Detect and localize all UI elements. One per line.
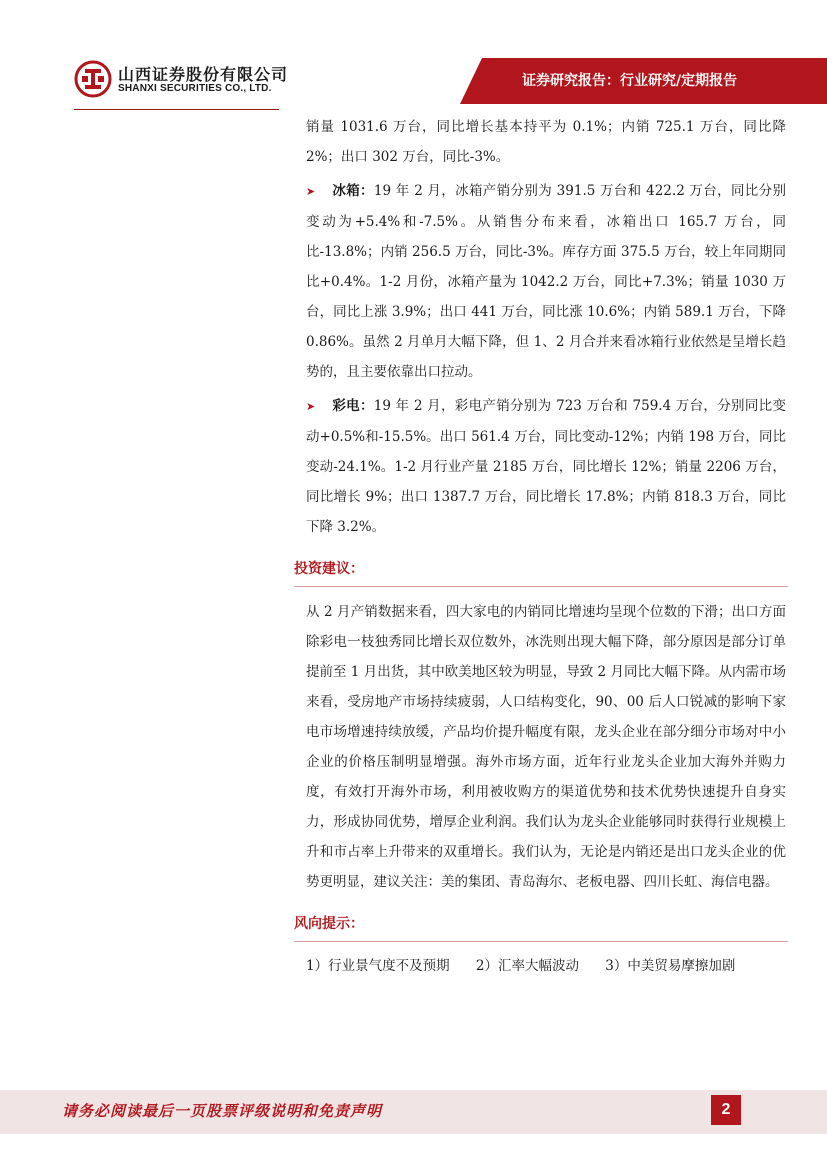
risk-item: 2）汇率大幅波动 bbox=[475, 958, 579, 974]
section-divider bbox=[294, 941, 788, 942]
report-type-label: 证券研究报告：行业研究/定期报告 bbox=[522, 73, 738, 89]
risk-item: 1）行业景气度不及预期 bbox=[306, 958, 450, 974]
tv-paragraph bbox=[306, 391, 786, 542]
risk-heading: 风向提示： bbox=[294, 916, 364, 932]
report-body bbox=[294, 112, 786, 980]
tv-title: 彩电： bbox=[332, 398, 374, 414]
risk-item: 3）中美贸易摩擦加剧 bbox=[605, 958, 736, 974]
header-divider bbox=[74, 109, 279, 110]
section-divider bbox=[294, 586, 788, 587]
continuation-paragraph: 销量 1031.6 万台，同比增长基本持平为 0.1%；内销 725.1 万台，同比降 2%；出口 302 万台，同比-3%。 bbox=[306, 119, 786, 165]
fridge-text: 19 年 2 月，冰箱产销分别为 391.5 万台和 422.2 万台，同比分别变动为+5.4%和-7.5%。从销售分布来看，冰箱出口 165.7 万台，同比-13.8%；内销 256.5 万台，同比-3%。库存方面 375.5 万台，较上年同期同比+0.4%。1-2 月份，冰箱产量为 1042.2 万台，同比+7.3%；销量 1030 万台，同比上涨 3.9%；出口 441 万台，同比涨 10.6%；内销 589.1 万台，下降 0.86%。虽然 2 月单月大幅下降，但 1、2 月合并来看冰箱行业依然是呈增长趋势的，且主要依靠出口拉动。 bbox=[306, 183, 786, 380]
page-number: 2 bbox=[711, 1095, 741, 1125]
investment-advice-heading: 投资建议： bbox=[294, 561, 364, 577]
page-header bbox=[0, 0, 827, 112]
fridge-paragraph bbox=[306, 176, 786, 387]
fridge-title: 冰箱： bbox=[332, 183, 374, 199]
investment-advice-paragraph: 从 2 月产销数据来看，四大家电的内销同比增速均呈现个位数的下滑；出口方面除彩电一枝独秀同比增长双位数外，冰洗则出现大幅下降，部分原因是部分订单提前至 1 月出货，其中欧美地区较为明显，导致 2 月同比大幅下降。从内需市场来看，受房地产市场持续疲弱，人口结构变化，90、00 后人口锐减的影响下家电市场增速持续放缓，产品均价提升幅度有限，龙头企业在部分细分市场对中小企业的价格压制明显增强。海外市场方面，近年行业龙头企业加大海外并购力度，有效打开海外市场，利用被收购方的渠道优势和技术优势快速提升自身实力，形成协同优势，增厚企业利润。我们认为龙头企业能够同时获得行业规模上升和市占率上升带来的双重增长。我们认为，无论是内销还是出口龙头企业的优势更明显，建议关注：美的集团、青岛海尔、老板电器、四川长虹、海信电器。 bbox=[306, 604, 786, 890]
risk-list bbox=[306, 952, 786, 980]
arrow-bullet-icon: ➤ bbox=[306, 400, 316, 413]
shanxi-securities-logo-icon bbox=[74, 60, 112, 98]
arrow-bullet-icon: ➤ bbox=[306, 185, 316, 198]
company-name-en: SHANXI SECURITIES CO., LTD. bbox=[118, 83, 272, 94]
company-name-cn: 山西证券股份有限公司 bbox=[118, 65, 289, 84]
disclaimer-notice: 请务必阅读最后一页股票评级说明和免责声明 bbox=[62, 1102, 383, 1120]
tv-text: 19 年 2 月，彩电产销分别为 723 万台和 759.4 万台，分别同比变动+0.5%和-15.5%。出口 561.4 万台，同比变动-12%；内销 198 万台，同比变动-24.1%。1-2 月行业产量 2185 万台，同比增长 12%；销量 2206 万台，同比增长 9%；出口 1387.7 万台，同比增长 17.8%；内销 818.3 万台，同比下降 3.2%。 bbox=[306, 398, 786, 535]
